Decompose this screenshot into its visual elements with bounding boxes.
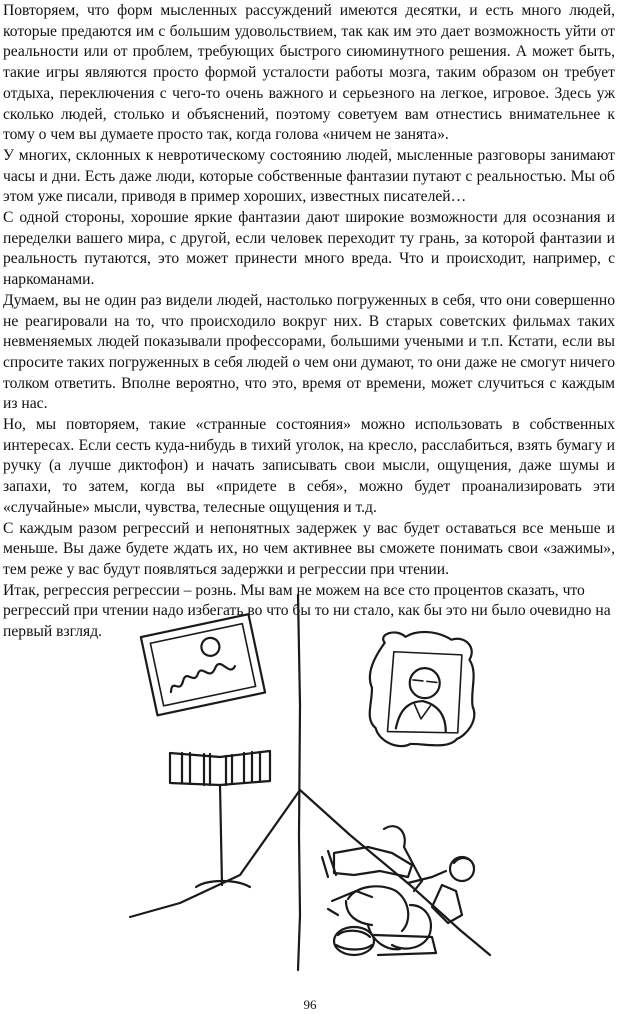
floor-line-right (300, 790, 490, 955)
landscape-painting (141, 614, 265, 715)
paragraph-3: С одной стороны, хорошие яркие фантазии дают широкие возможности для осознания и переделки вашего мира, с другой, если человек переходит ту грань, за которой фантазии и реальность путаются, это может принести много вреда. Что и происходит, например, с наркоманами. (3, 209, 615, 289)
page-number: 96 (303, 997, 317, 1012)
paragraph-5: Но, мы повторяем, такие «странные состояния» можно использовать в собственных интересах. Если сесть куда-нибудь в тихий уголок, на кресло, расслабиться, взять бумагу и ручку (а лучше диктофон) и начать записывать свои мысли, ощущения, даже шумы и запахи, то затем, когда вы «придете в себя», можно будет проанализировать эти «случайные» мысли, чувства, телесные ощущения и т.д. (3, 416, 615, 516)
room-sketch-illustration (110, 585, 530, 985)
floor-lamp (170, 751, 270, 887)
paragraph-1: Повторяем, что форм мысленных рассуждений имеются десятки, и есть много людей, которые предаются им с большим удовольствием, так как им это дает возможность уйти от реальности или от проблем, требующих быстрого сиюминутного решения. А может быть, такие игры являются просто формой усталости работы мозга, таким образом он требует отдыха, переключения с чего-то очень важного и серьезного на легкое, игровое. Здесь уж сколько людей, столько и объяснений, поэтому советуем вам отнестись внимательнее к тому о чем вы думаете просто так, когда голова «ничем не занята». (3, 2, 615, 144)
reclining-person (322, 826, 474, 955)
paragraph-7: Итак, регрессия регрессии – рознь. Мы вам не можем на все сто процентов сказать, что регрессий при чтении надо избегать во что бы то ни стало, как бы это ни было очевидно на первый взгляд. (3, 581, 611, 641)
paragraph-2: У многих, склонных к невротическому состоянию людей, мысленные разговоры занимают часы и дни. Есть даже люди, которые собственные фантазии путают с реальностью. Мы об этом уже писали, приводя в пример хороших, известных писателей… (3, 146, 615, 206)
body-text (3, 1, 615, 643)
paragraph-4: Думаем, вы не один раз видели людей, настолько погруженных в себя, что они совершенно не реагировали на то, что происходило вокруг них. В старых советских фильмах таких невменяемых людей показывали профессорами, большими учеными и т.п. Кстати, если вы спросите таких погруженных в себя людей о чем они думают, то они даже не смогут ничего толком ответить. Вполне вероятно, что это, время от времени, может случиться с каждым из нас. (3, 291, 615, 413)
wall-corner-line (298, 595, 300, 970)
paragraph-6: С каждым разом регрессий и непонятных задержек у вас будет оставаться все меньше и меньше. Вы даже будете ждать их, но чем активнее вы сможете понимать свои «зажимы», тем реже у вас будут появляться задержки и регрессии при чтении. (3, 519, 615, 578)
portrait-painting (363, 627, 483, 754)
floor-line-left (130, 790, 300, 917)
